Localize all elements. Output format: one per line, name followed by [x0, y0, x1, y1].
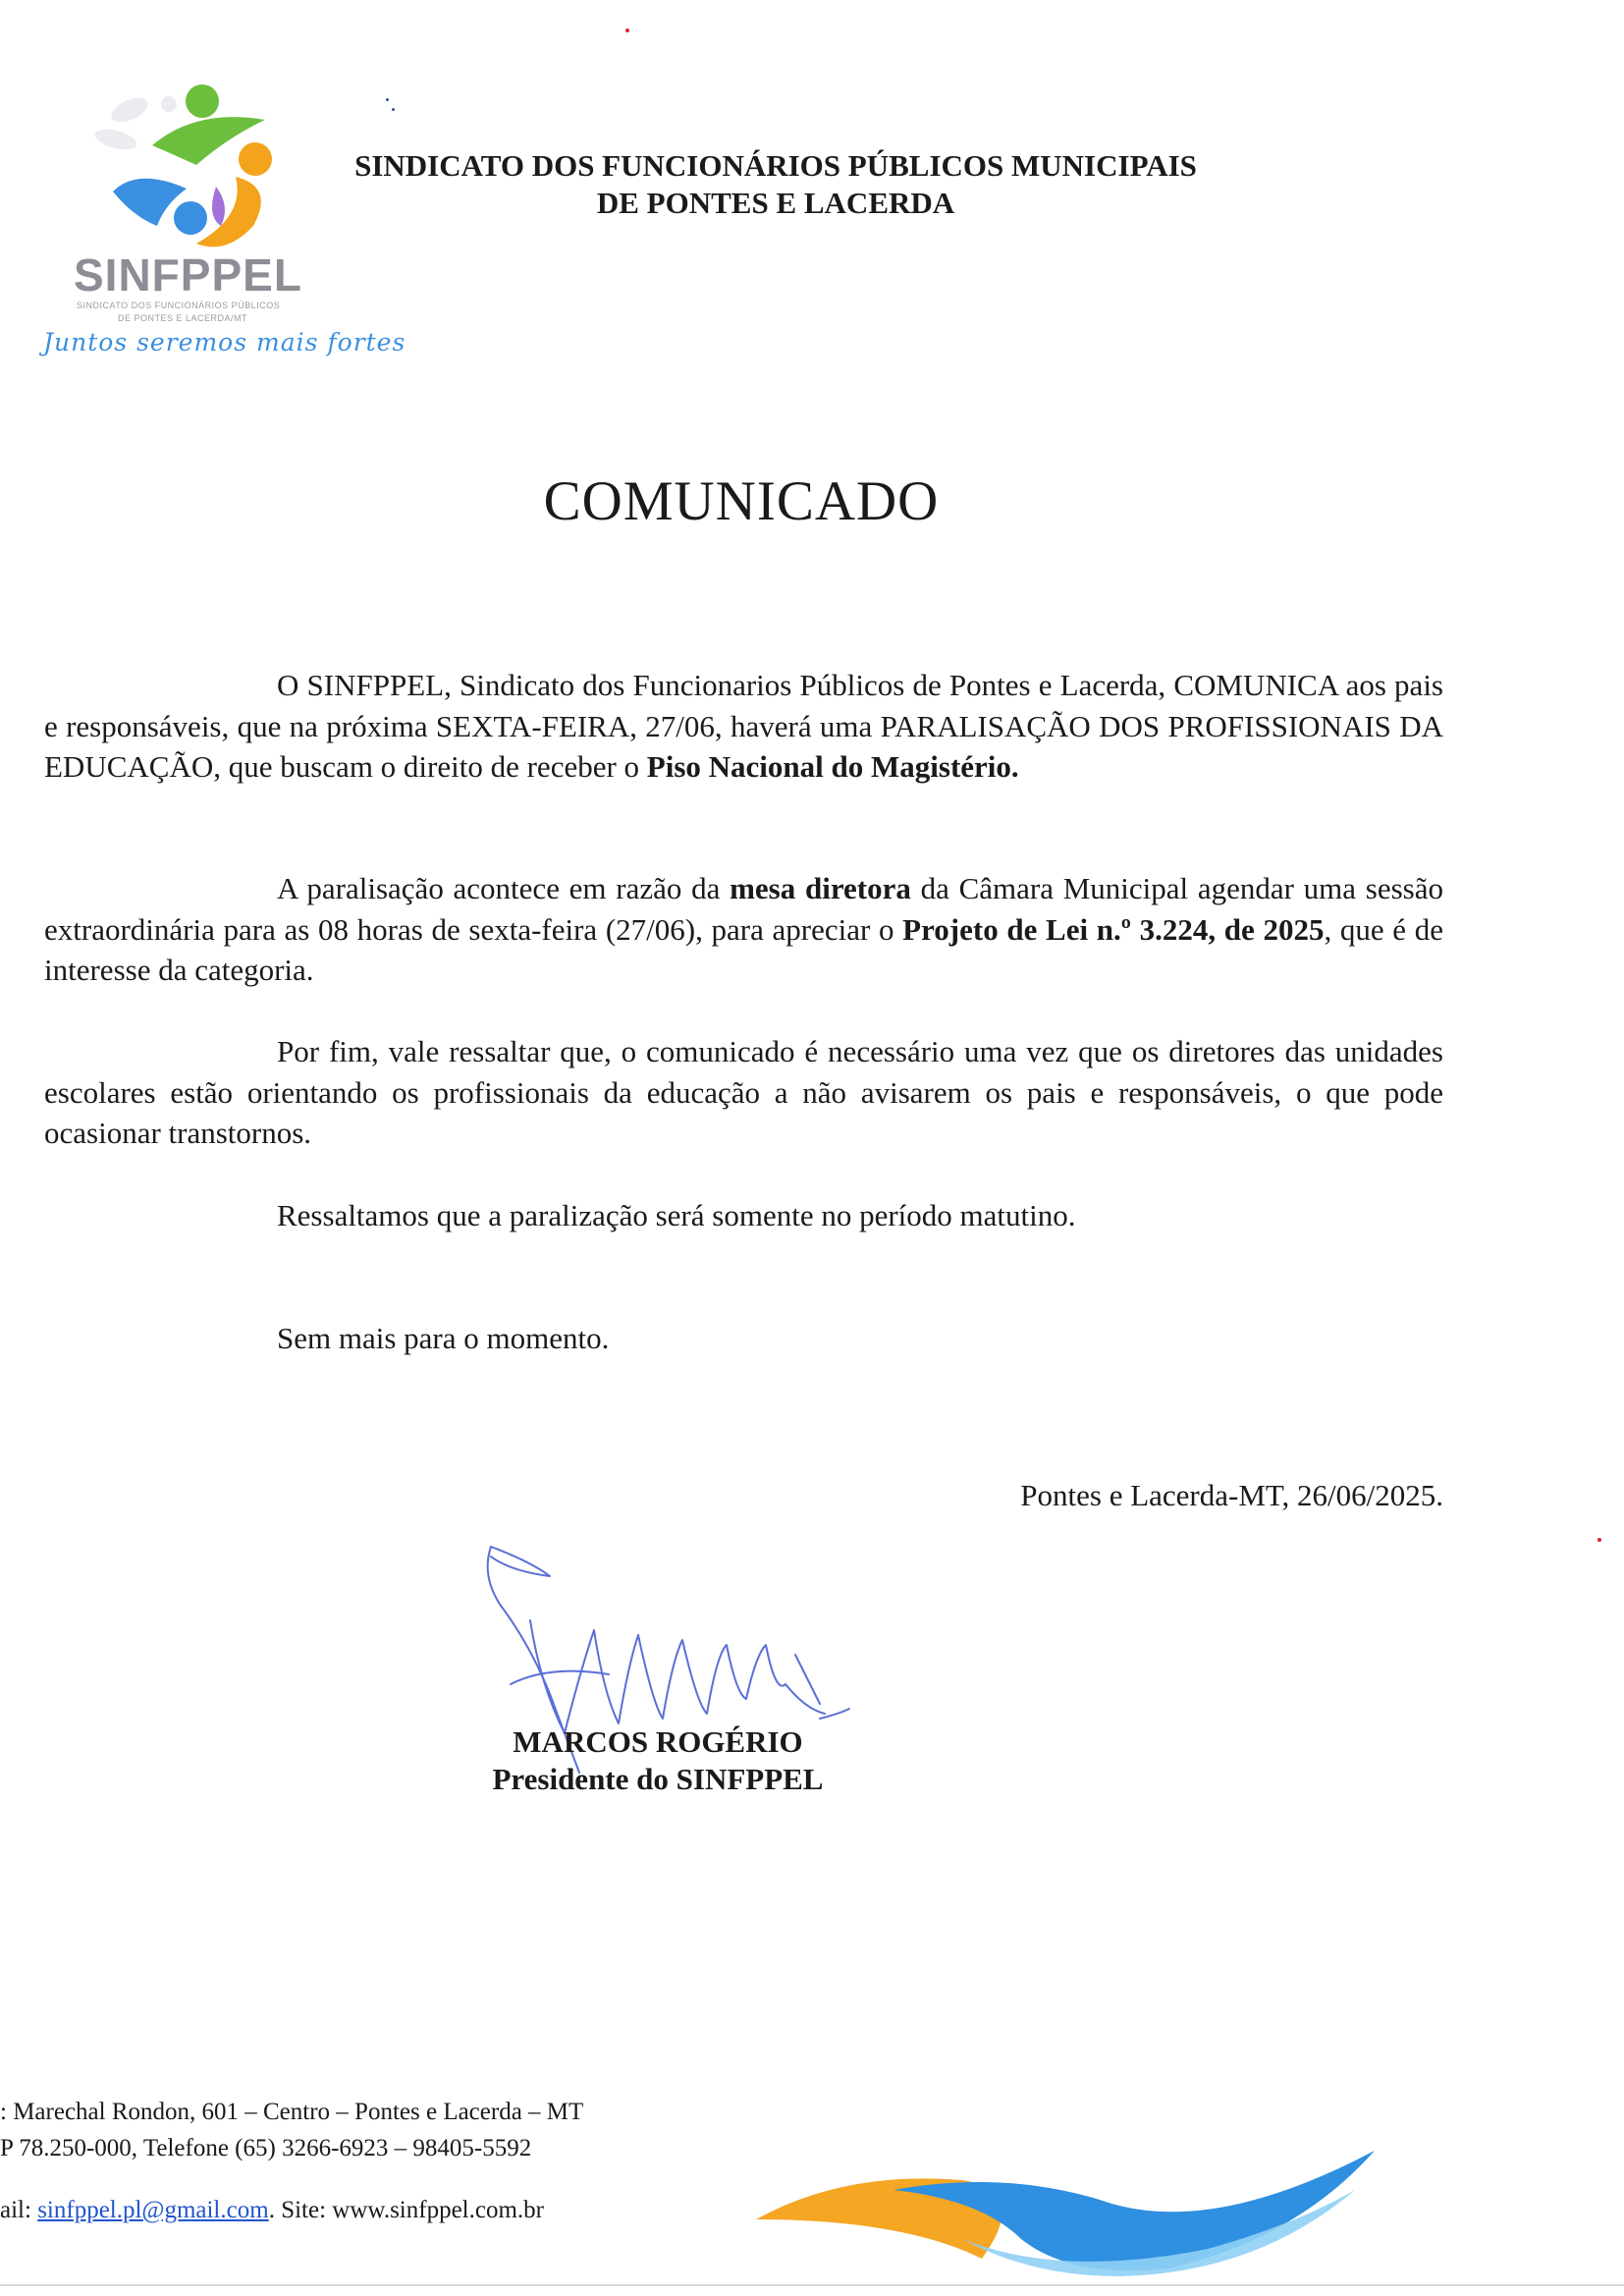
- signer-role: Presidente do SINFPPEL: [492, 1762, 824, 1796]
- logo-subtitle-line2: DE PONTES E LACERDA/MT: [118, 313, 248, 323]
- paragraph-reason: [44, 868, 1443, 991]
- handwritten-signature: [471, 1537, 982, 1871]
- page-bottom-edge: [0, 2284, 1624, 2286]
- footer-email-link[interactable]: sinfppel.pl@gmail.com: [37, 2197, 269, 2223]
- footer-swoosh-decoration: [746, 2111, 1394, 2278]
- footer-address: : Marechal Rondon, 601 – Centro – Pontes e Lacerda – MT: [0, 2099, 584, 2125]
- organization-name-line1: SINDICATO DOS FUNCIONÁRIOS PÚBLICOS MUNICIPAIS: [354, 148, 1197, 183]
- paragraph-reason-bold1: mesa diretora: [730, 871, 911, 905]
- logo-subtitle-line1: SINDICATO DOS FUNCIONÁRIOS PÚBLICOS: [77, 301, 281, 310]
- date-place: Pontes e Lacerda-MT, 26/06/2025.: [1020, 1478, 1443, 1512]
- paragraph-announcement-text: O SINFPPEL, Sindicato dos Funcionarios Públicos de Pontes e Lacerda, COMUNICA aos pais e responsáveis, que na próxima SEXTA-FEIRA, 27/06, haverá uma PARALISAÇÃO DOS PROFISSIONAIS DA EDUCAÇÃO, que buscam o direito de receber o: [44, 668, 1443, 784]
- footer-email-prefix: ail:: [0, 2197, 38, 2223]
- signer-name: MARCOS ROGÉRIO: [513, 1724, 803, 1759]
- footer-contact: [0, 2197, 544, 2224]
- paragraph-reason-bold2: Projeto de Lei n.º 3.224, de 2025: [902, 911, 1325, 947]
- paragraph-justification-text: Por fim, vale ressaltar que, o comunicado é necessário uma vez que os diretores das unidades escolares estão orientando os profissionais da educação a não avisarem os pais e responsáveis, o que pode ocasionar transtornos.: [44, 1034, 1443, 1150]
- logo-wordmark: SINFPPEL: [74, 249, 302, 301]
- document-title: COMUNICADO: [543, 470, 940, 532]
- paragraph-justification: [44, 1031, 1443, 1154]
- footer-site: . Site: www.sinfppel.com.br: [268, 2197, 544, 2223]
- footer-postal-phone: P 78.250-000, Telefone (65) 3266-6923 – 98405-5592: [0, 2135, 532, 2161]
- scan-speck: [625, 28, 629, 32]
- scan-speck: [392, 108, 395, 111]
- scan-speck: [386, 98, 389, 101]
- paragraph-period: Ressaltamos que a paralização será somente no período matutino.: [277, 1198, 1076, 1232]
- organization-name-line2: DE PONTES E LACERDA: [596, 186, 955, 220]
- paragraph-announcement: [44, 665, 1443, 788]
- logo-tagline: Juntos seremos mais fortes: [43, 328, 406, 356]
- paragraph-reason-text1: A paralisação acontece em razão da: [277, 871, 731, 905]
- paragraph-closing: Sem mais para o momento.: [277, 1321, 610, 1355]
- paragraph-announcement-bold: Piso Nacional do Magistério.: [646, 749, 1019, 784]
- paragraph-reason-text3: , que é de interesse da categoria.: [44, 911, 1443, 987]
- scan-speck: [1597, 1538, 1601, 1542]
- paragraph-reason-text2: da Câmara Municipal agendar uma sessão extraordinária para as 08 horas de sexta-feira (27/06), para apreciar o: [44, 871, 1443, 947]
- organization-name: [295, 147, 1257, 222]
